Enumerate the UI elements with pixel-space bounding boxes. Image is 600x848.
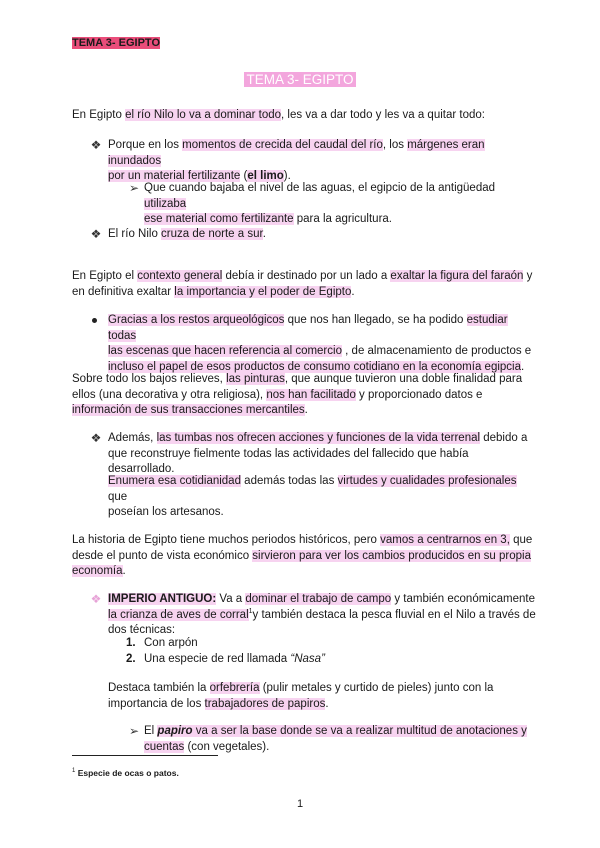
text-run: que	[108, 490, 128, 503]
text-run: En Egipto el	[72, 270, 138, 282]
footnote-divider	[72, 755, 218, 756]
footnote-text: Especie de ocas o patos.	[75, 767, 179, 778]
highlight: vamos a centrarnos en 3,	[380, 534, 510, 546]
text-run: , les va a dar todo y les va a quitar todo:	[281, 109, 485, 121]
text-run: (con vegetales).	[184, 740, 270, 753]
list-item-text	[108, 313, 538, 375]
emphasis: “Nasa”	[290, 653, 325, 665]
text-run: desde el punto de vista económico	[72, 549, 253, 562]
highlight: Enumera esa cotidianidad	[108, 475, 241, 487]
highlight: el limo	[247, 170, 284, 182]
text-run: (	[240, 170, 248, 182]
text-run: , que aunque tuvieron una doble finalidad para	[284, 373, 523, 385]
page-number: 1	[296, 798, 304, 810]
highlight: el río Nilo lo va a dominar todo	[125, 109, 282, 121]
highlight: va a ser la base donde se va a realizar multitud de anotaciones y	[192, 725, 527, 737]
list-item-text	[108, 227, 538, 243]
highlight: la crianza de aves de corral	[108, 608, 249, 621]
item-number: 2.	[126, 653, 136, 665]
highlight: cuentas	[144, 740, 185, 753]
highlight: las escenas que hacen referencia al comercio	[108, 345, 342, 357]
highlight: contexto general	[137, 270, 223, 282]
text-run: ).	[283, 170, 291, 182]
highlight: dominar el trabajo de campo	[245, 593, 392, 605]
highlight: por un material fertilizante	[108, 170, 241, 182]
item-text	[144, 652, 325, 668]
item-text: Con arpón	[144, 637, 198, 649]
text-run: La historia de Egipto tiene muchos periodos históricos, pero	[72, 534, 381, 546]
highlight: información de sus transacciones mercantiles	[72, 404, 305, 416]
text-run: .	[521, 360, 525, 373]
list-item-text	[108, 592, 538, 639]
text-run: Que cuando bajaba el nivel de las aguas, el egipcio de la antigüedad	[144, 182, 496, 194]
diamond-bullet-icon: ❖	[90, 138, 102, 152]
highlight: márgenes eran inundados	[108, 139, 485, 167]
text-run: para la agricultura.	[293, 213, 393, 225]
footnote-ref[interactable]: 1	[248, 607, 253, 615]
text-run: dos técnicas:	[108, 624, 176, 636]
diamond-bullet-icon: ❖	[90, 227, 102, 241]
text-run: .	[122, 565, 126, 577]
title-text: TEMA 3- EGIPTO	[246, 72, 354, 87]
paragraph	[108, 681, 538, 712]
highlight: ese material como fertilizante	[144, 213, 294, 225]
text-run: .	[304, 404, 308, 416]
paragraph	[72, 269, 534, 300]
diamond-bullet-icon: ❖	[90, 592, 102, 606]
highlight: sirvieron para ver los cambios producidos en su propia	[252, 549, 531, 562]
text-run: y también destaca la pesca fluvial en el Nilo a través de	[252, 608, 536, 621]
arrow-bullet-icon: ➢	[128, 181, 140, 195]
highlight: momentos de crecida del caudal del río	[182, 139, 383, 151]
highlight: incluso el papel de esos productos de consumo cotidiano en la economía egipcia	[108, 360, 521, 373]
highlight: la importancia y el poder de Egipto	[174, 285, 352, 298]
highlight: las pinturas	[226, 373, 285, 385]
list-item-text	[108, 138, 538, 185]
text-run: , de almacenamiento de productos e	[341, 345, 532, 357]
intro-paragraph	[72, 108, 534, 124]
text-run: El	[144, 725, 158, 737]
text-run: , los	[382, 139, 408, 151]
text-run: .	[325, 697, 329, 710]
text-run: Una especie de red llamada	[144, 653, 291, 665]
text-run: debido a	[480, 432, 528, 444]
text-run: Destaca también la	[108, 682, 210, 694]
text-run: que nos han llegado, se ha podido	[284, 314, 467, 326]
highlight: cruza de norte a sur	[161, 228, 263, 240]
header-label: TEMA 3- EGIPTO	[72, 37, 161, 49]
page-title	[0, 72, 600, 88]
text-run: poseían los artesanos.	[108, 506, 224, 518]
text-run: importancia de los	[108, 697, 205, 710]
text-run: que reconstruye fielmente todas las actividades del fallecido que había desarrollado.	[108, 447, 469, 475]
highlight: exaltar la figura del faraón	[390, 270, 524, 282]
highlight: papiro	[157, 725, 193, 737]
highlight: estudiar todas	[108, 314, 508, 342]
arrow-bullet-icon: ➢	[128, 724, 140, 738]
footnote	[72, 764, 179, 781]
dot-bullet-icon	[92, 318, 97, 323]
text-run: además todas las	[240, 475, 338, 487]
text-run: que	[509, 534, 533, 546]
diamond-bullet-icon: ❖	[90, 431, 102, 445]
text-run: .	[351, 285, 355, 298]
text-run: El río Nilo	[108, 228, 162, 240]
list-item-text	[144, 724, 536, 755]
text-run: .	[262, 228, 266, 240]
text-run: En Egipto	[72, 109, 126, 121]
paragraph	[72, 372, 534, 419]
text-run: ellos (una decorativa y otra religiosa),	[72, 388, 267, 401]
text-run: Porque en los	[108, 139, 183, 151]
item-number: 1.	[126, 637, 136, 649]
list-item-text	[144, 181, 536, 228]
page-header	[72, 36, 160, 52]
text-run: Va a	[216, 593, 246, 605]
highlight: economía	[72, 565, 123, 577]
highlight: trabajadores de papiros	[204, 697, 326, 710]
text-run: (pulir metales y curtido de pieles) junto con la	[259, 682, 494, 694]
highlight: virtudes y cualidades profesionales	[337, 475, 517, 487]
highlight: las tumbas nos ofrecen acciones y funciones de la vida terrenal	[156, 432, 481, 444]
paragraph	[72, 533, 534, 580]
list-item-text	[108, 431, 538, 478]
text-run: y proporcionado datos e	[355, 388, 483, 401]
paragraph	[108, 474, 538, 521]
highlight: nos han facilitado	[266, 388, 356, 401]
text-run: en definitiva exaltar	[72, 285, 175, 298]
text-run: y también económicamente	[391, 593, 535, 605]
text-run: y	[523, 270, 533, 282]
highlight: Gracias a los restos arqueológicos	[108, 314, 285, 326]
text-run: Además,	[108, 432, 157, 444]
text-run: Sobre todo los bajos relieves,	[72, 373, 227, 385]
text-run: debía ir destinado por un lado a	[222, 270, 391, 282]
highlight: utilizaba	[144, 197, 187, 210]
footnote-number: 1	[72, 768, 76, 774]
highlight: IMPERIO ANTIGUO:	[108, 593, 217, 605]
highlight: orfebrería	[209, 682, 260, 694]
